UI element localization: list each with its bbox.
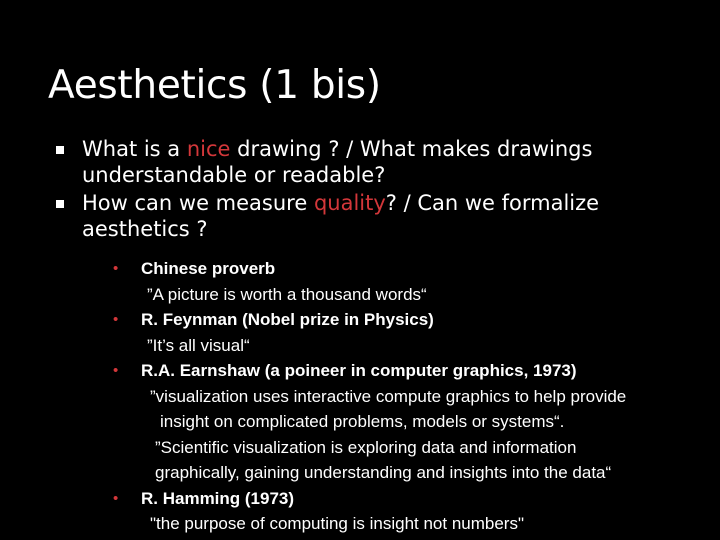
quote-list	[113, 256, 713, 537]
quote-source: R. Hamming (1973)	[141, 488, 295, 508]
quote-text: "the purpose of computing is insight not numbers"	[150, 514, 524, 533]
square-bullet-icon	[56, 200, 64, 208]
highlight-word: quality	[313, 191, 386, 215]
bullet-text: How can we measure	[82, 191, 314, 215]
quote-source: R.A. Earnshaw (a poineer in computer graphics, 1973)	[141, 361, 577, 380]
bullet-text: What is a	[82, 137, 187, 161]
bullet-text-continued: understandable or readable?	[82, 163, 386, 187]
quote-text: ”Scientific visualization is exploring data and information	[155, 437, 577, 457]
quote-item	[113, 486, 713, 537]
bullet-item	[56, 190, 706, 242]
dot-bullet-icon: •	[113, 260, 119, 277]
square-bullet-icon	[56, 146, 64, 154]
quote-source: Chinese proverb	[141, 259, 276, 278]
quote-item	[113, 307, 713, 358]
quote-text: ”visualization uses interactive compute graphics to help provide	[150, 386, 627, 406]
dot-bullet-icon: •	[113, 489, 119, 507]
quote-item	[113, 256, 713, 307]
quote-source: R. Feynman (Nobel prize in Physics)	[141, 310, 434, 329]
quote-text: graphically, gaining understanding and insights into the data“	[155, 463, 612, 482]
bullet-text: ? / Can we formalize	[385, 191, 600, 215]
quote-text: ”A picture is worth a thousand words“	[147, 284, 427, 304]
quote-text: ”It’s all visual“	[147, 335, 250, 355]
main-bullet-list	[56, 136, 706, 244]
highlight-word: nice	[186, 137, 231, 161]
dot-bullet-icon: •	[113, 311, 119, 328]
bullet-text-continued: aesthetics ?	[82, 217, 208, 241]
bullet-item	[56, 136, 706, 188]
slide-title: Aesthetics (1 bis)	[48, 63, 381, 108]
quote-item	[113, 358, 713, 486]
bullet-text: drawing ? / What makes drawings	[230, 137, 593, 161]
quote-text: insight on complicated problems, models or systems“.	[160, 412, 565, 431]
dot-bullet-icon: •	[113, 362, 119, 379]
